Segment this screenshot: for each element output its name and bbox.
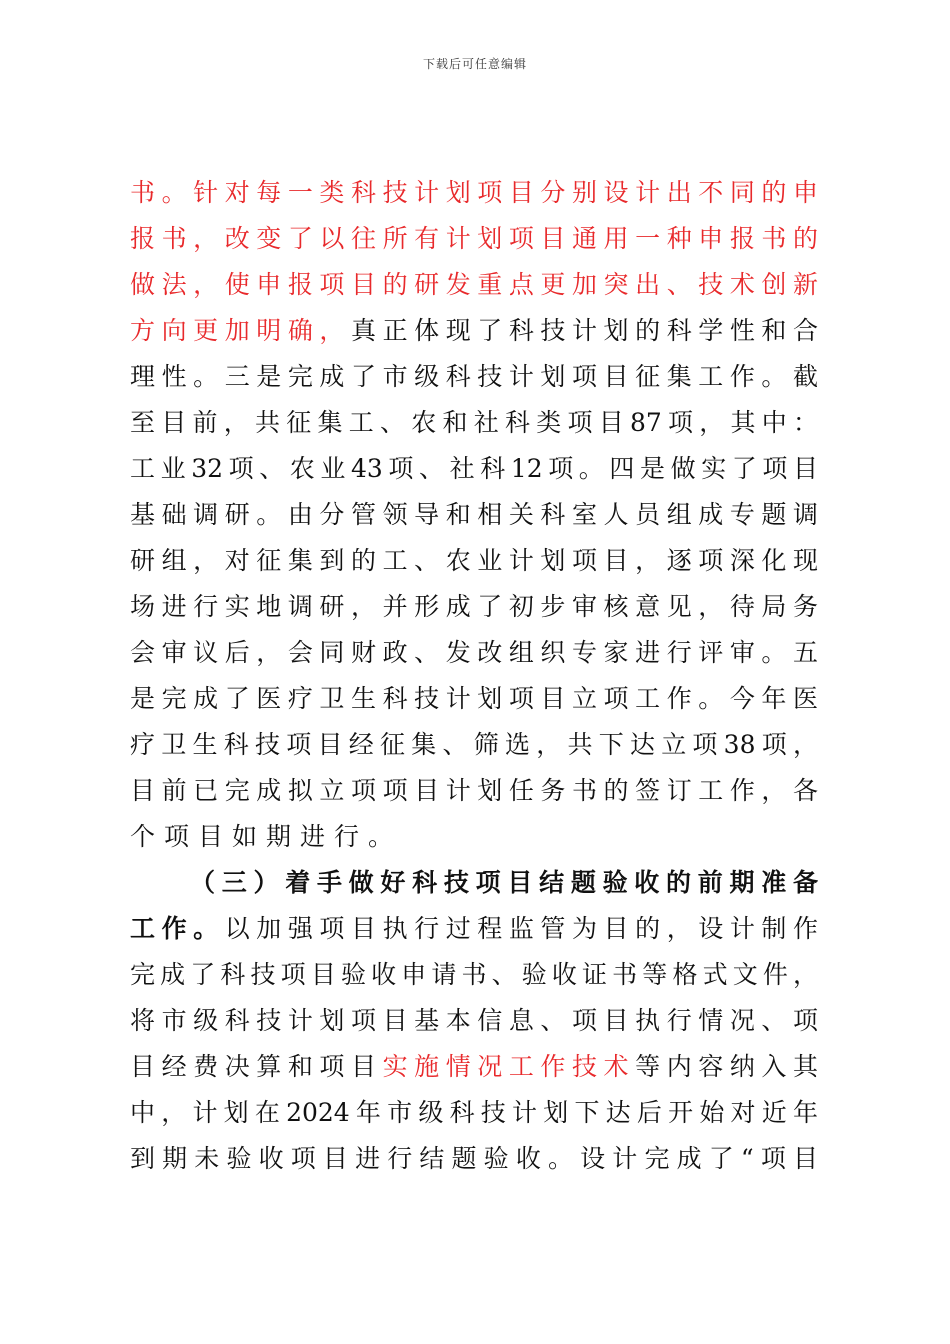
text-line — [130, 676, 818, 722]
text-line — [130, 400, 818, 446]
text-run: 以加强项目执行过程监管为目的，设计制作 — [224, 914, 818, 943]
text-line — [130, 722, 818, 768]
text-line — [130, 630, 818, 676]
text-line — [130, 538, 818, 584]
text-run: 疗卫生科技项目经征集、筛选，共下达立项38项， — [130, 730, 818, 759]
text-run: 真正体现了科技计划的科学性和合 — [351, 316, 818, 345]
text-run: 中，计划在2024年市级科技计划下达后开始对近年 — [130, 1098, 818, 1127]
text-line — [130, 1090, 818, 1136]
text-run: 实施情况工作技术 — [382, 1052, 636, 1081]
text-line — [130, 216, 818, 262]
text-line — [130, 584, 818, 630]
text-line — [130, 952, 818, 998]
text-run: 做法，使申报项目的研发重点更加突出、技术创新 — [130, 270, 818, 299]
text-run: 书。针对每一类科技计划项目分别设计出不同的申 — [130, 178, 818, 207]
text-run: 目经费决算和项目 — [130, 1052, 383, 1081]
text-run: 工作。 — [130, 914, 225, 943]
text-run: 基础调研。由分管领导和相关科室人员组成专题调 — [130, 500, 818, 529]
text-line — [130, 1044, 818, 1090]
text-line — [130, 170, 818, 216]
text-run: 工业32项、农业43项、社科12项。四是做实了项目 — [130, 454, 818, 483]
text-line — [130, 998, 818, 1044]
text-run: 理性。三是完成了市级科技计划项目征集工作。截 — [130, 362, 818, 391]
text-run: 目前已完成拟立项项目计划任务书的签订工作，各 — [130, 776, 818, 805]
text-run: 会审议后，会同财政、发改组织专家进行评审。五 — [130, 638, 818, 667]
text-run: 等内容纳入其 — [635, 1052, 818, 1081]
text-run: 方向更加明确， — [130, 316, 351, 345]
page-header-note: 下载后可任意编辑 — [422, 57, 527, 71]
text-run: 将市级科技计划项目基本信息、项目执行情况、项 — [130, 1006, 818, 1035]
text-line — [130, 262, 818, 308]
text-line — [130, 354, 818, 400]
text-run: 报书，改变了以往所有计划项目通用一种申报书的 — [130, 224, 818, 253]
text-line — [130, 768, 818, 814]
text-line — [130, 906, 818, 952]
section-heading — [190, 860, 818, 906]
text-run: 是完成了医疗卫生科技计划项目立项工作。今年医 — [130, 684, 818, 713]
text-line — [130, 308, 818, 354]
text-line — [130, 492, 818, 538]
text-run: 完成了科技项目验收申请书、验收证书等格式文件， — [130, 960, 818, 989]
text-line — [130, 814, 818, 860]
text-run: （三）着手做好科技项目结题验收的前期准备 — [190, 868, 818, 897]
text-line — [130, 446, 818, 492]
text-run: 至目前，共征集工、农和社科类项目87项，其中： — [130, 408, 818, 437]
text-run: 研组，对征集到的工、农业计划项目，逐项深化现 — [130, 546, 818, 575]
text-run: 到期未验收项目进行结题验收。设计完成了“项目 — [130, 1144, 818, 1173]
text-line — [130, 1136, 818, 1182]
text-run: 个项目如期进行。 — [130, 822, 403, 851]
text-run: 场进行实地调研，并形成了初步审核意见，待局务 — [130, 592, 818, 621]
